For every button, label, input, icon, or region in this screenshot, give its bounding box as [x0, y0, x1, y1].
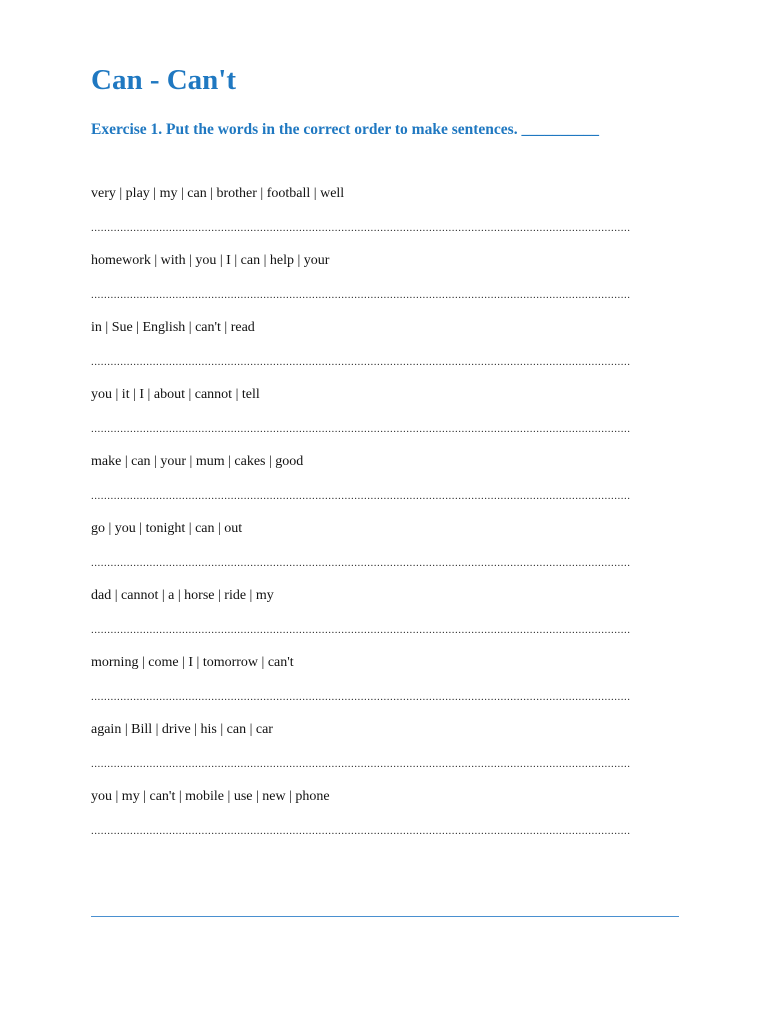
answer-line[interactable]: ...................................................................................................................................................................... [91, 758, 631, 770]
exercise-item [91, 520, 677, 587]
exercise-item [91, 252, 677, 319]
word-prompt: morning | come | I | tomorrow | can't [91, 655, 294, 670]
answer-line[interactable]: ...................................................................................................................................................................... [91, 222, 631, 234]
word-prompt: very | play | my | can | brother | football | well [91, 186, 345, 201]
word-prompt: you | it | I | about | cannot | tell [91, 387, 260, 402]
exercise-item [91, 788, 677, 855]
answer-line[interactable]: ...................................................................................................................................................................... [91, 557, 631, 569]
exercise-item [91, 319, 677, 386]
word-prompt: dad | cannot | a | horse | ride | my [91, 588, 274, 603]
exercise-item [91, 587, 677, 654]
answer-line[interactable]: ...................................................................................................................................................................... [91, 825, 631, 837]
exercise-item [91, 185, 677, 252]
answer-line[interactable]: ...................................................................................................................................................................... [91, 490, 631, 502]
exercise-instruction: Exercise 1. Put the words in the correct order to make sentences. __________ [91, 121, 599, 138]
exercise-item [91, 654, 677, 721]
word-prompt: again | Bill | drive | his | can | car [91, 722, 273, 737]
answer-line[interactable]: ...................................................................................................................................................................... [91, 624, 631, 636]
footer-divider [91, 916, 679, 917]
answer-line[interactable]: ...................................................................................................................................................................... [91, 356, 631, 368]
word-prompt: homework | with | you | I | can | help | your [91, 253, 330, 268]
word-prompt: you | my | can't | mobile | use | new | phone [91, 789, 330, 804]
answer-line[interactable]: ...................................................................................................................................................................... [91, 289, 631, 301]
word-prompt: make | can | your | mum | cakes | good [91, 454, 304, 469]
exercise-item [91, 453, 677, 520]
answer-line[interactable]: ...................................................................................................................................................................... [91, 423, 631, 435]
word-prompt: in | Sue | English | can't | read [91, 320, 255, 335]
exercise-item [91, 721, 677, 788]
exercise-item [91, 386, 677, 453]
word-prompt: go | you | tonight | can | out [91, 521, 243, 536]
exercise-items [91, 185, 677, 855]
page-title: Can - Can't [91, 64, 237, 96]
answer-line[interactable]: ...................................................................................................................................................................... [91, 691, 631, 703]
